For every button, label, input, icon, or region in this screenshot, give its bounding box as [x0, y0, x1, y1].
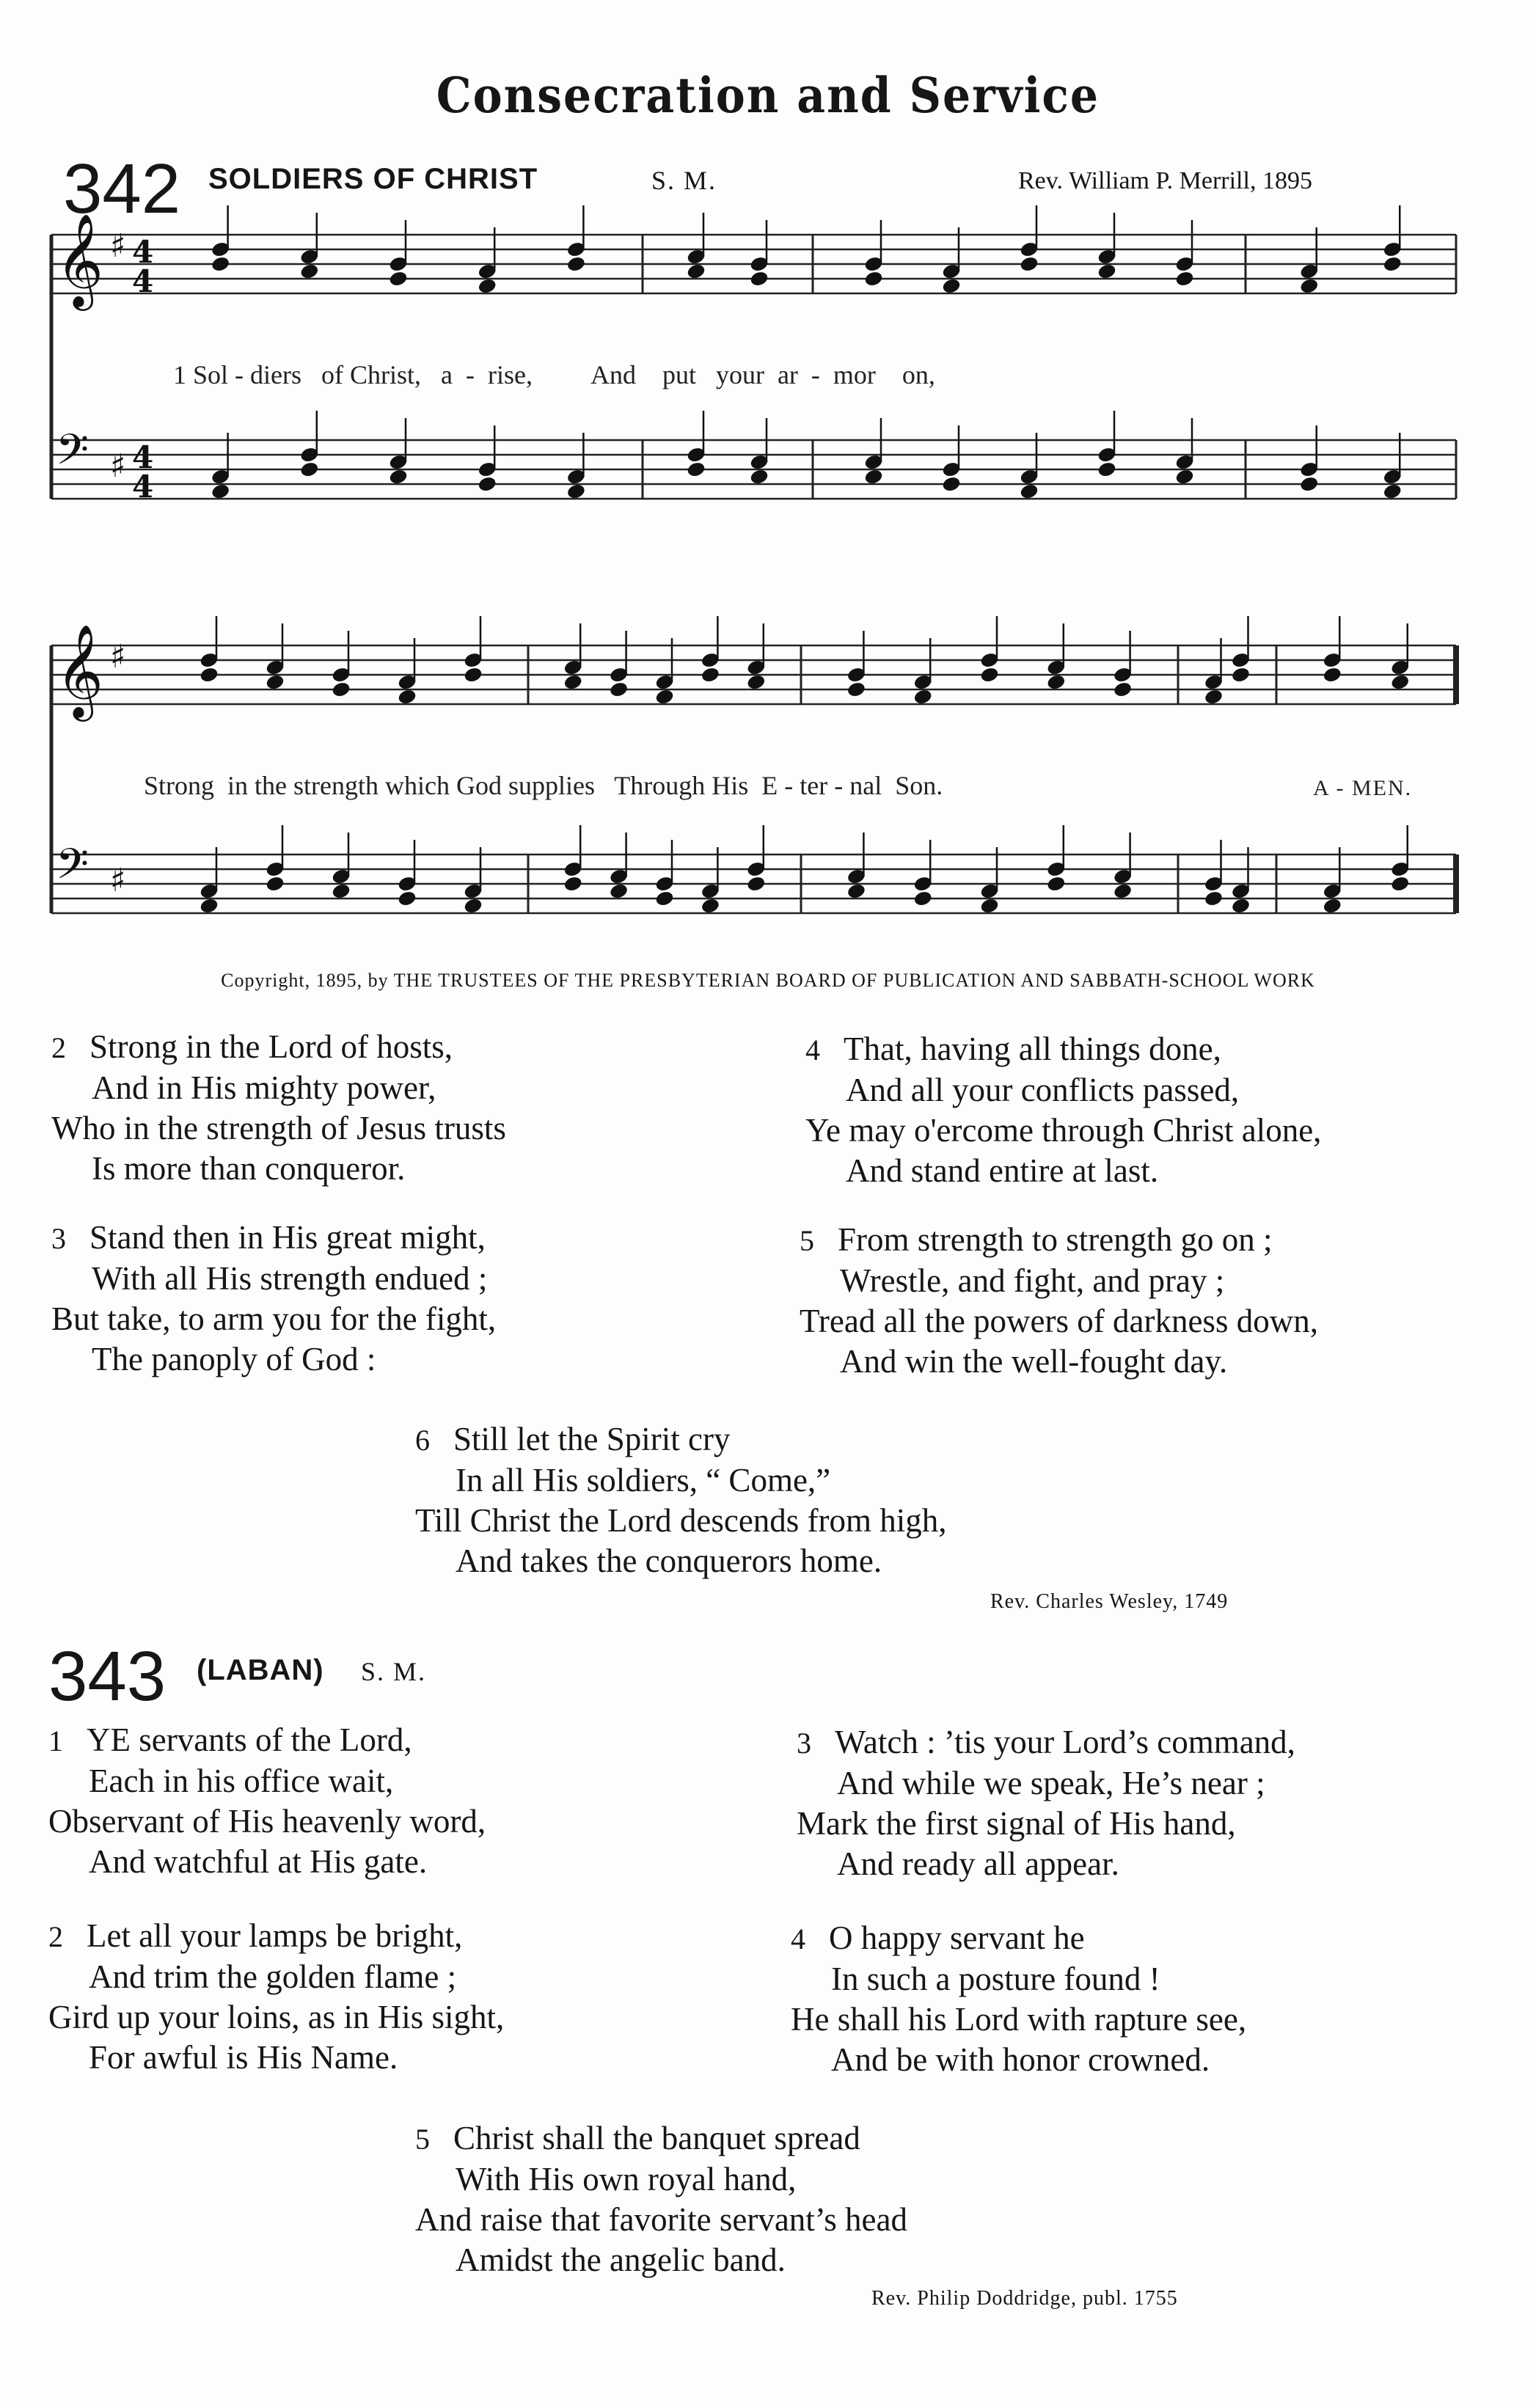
stanza-343-1	[48, 1720, 486, 1882]
amen-label: A - MEN.	[1313, 776, 1413, 800]
stanza-line: From strength to strength go on ;	[838, 1221, 1273, 1258]
stanza-line: And in His mighty power,	[92, 1069, 436, 1106]
svg-text:𝄢: 𝄢	[56, 425, 89, 485]
stanza-line: And takes the conquerors home.	[456, 1542, 882, 1579]
stanza-line: Who in the strength of Jesus trusts	[51, 1110, 506, 1146]
stanza-number: 5	[415, 2123, 430, 2156]
stanza-line: Watch : ’tis your Lord’s command,	[835, 1724, 1295, 1760]
stanza-343-2	[48, 1916, 504, 2078]
stanza-line: And while we speak, He’s near ;	[837, 1765, 1265, 1801]
stanza-342-3	[51, 1218, 496, 1380]
svg-text:𝄞: 𝄞	[56, 213, 104, 307]
lyrics-line-2: Strong in the strength which God supplies Through His E - ter - nal Son.	[144, 771, 943, 800]
stanza-line: Amidst the angelic band.	[456, 2242, 786, 2278]
meter: S. M.	[361, 1657, 427, 1686]
svg-text:4: 4	[132, 439, 154, 475]
stanza-line: With all His strength endued ;	[92, 1260, 488, 1297]
stanza-line: Gird up your loins, as in His sight,	[48, 1999, 505, 2035]
stanza-line: Ye may o'ercome through Christ alone,	[805, 1112, 1322, 1149]
svg-text:♯: ♯	[110, 227, 126, 265]
tune-name: SOLDIERS OF CHRIST	[208, 163, 538, 195]
stanza-line: And be with honor crowned.	[831, 2041, 1210, 2078]
stanza-line: Wrestle, and fight, and pray ;	[840, 1262, 1225, 1299]
stanza-line: For awful is His Name.	[89, 2039, 398, 2076]
copyright-notice: Copyright, 1895, by THE TRUSTEES OF THE PRESBYTERIAN BOARD OF PUBLICATION AND SABBATH-SCHOOL WORK	[221, 970, 1315, 991]
stanza-line: Till Christ the Lord descends from high,	[415, 1502, 947, 1539]
svg-text:♯: ♯	[110, 447, 126, 485]
section-title: Consecration and Service	[436, 67, 1100, 125]
stanza-line: Stand then in His great might,	[89, 1219, 486, 1256]
stanza-342-2	[51, 1027, 506, 1189]
stanza-342-5	[800, 1220, 1318, 1382]
stanza-number: 4	[805, 1033, 820, 1066]
stanza-line: Christ shall the banquet spread	[453, 2120, 860, 2156]
stanza-line: And ready all appear.	[837, 1845, 1119, 1882]
meter: S. M.	[651, 166, 717, 195]
stanza-line: He shall his Lord with rapture see,	[791, 2001, 1247, 2038]
stanza-line: And all your conflicts passed,	[846, 1072, 1240, 1108]
stanza-number: 4	[791, 1922, 805, 1955]
svg-text:𝄞: 𝄞	[56, 623, 104, 717]
hymn-number: 342	[63, 150, 181, 228]
stanza-line: Observant of His heavenly word,	[48, 1803, 486, 1840]
stanza-line: And stand entire at last.	[846, 1152, 1159, 1189]
stanza-343-3	[797, 1722, 1295, 1884]
svg-text:♯: ♯	[110, 638, 126, 676]
stanza-342-6	[415, 1419, 947, 1581]
svg-text:4: 4	[132, 263, 154, 299]
stanza-line: Each in his office wait,	[89, 1763, 394, 1799]
stanza-line: That, having all things done,	[844, 1031, 1221, 1067]
stanza-number: 6	[415, 1424, 430, 1457]
stanza-number: 3	[797, 1727, 811, 1760]
stanza-number: 2	[51, 1031, 66, 1064]
stanza-line: Strong in the Lord of hosts,	[89, 1028, 453, 1065]
stanza-line: With His own royal hand,	[456, 2161, 797, 2197]
stanza-number: 1	[48, 1724, 63, 1757]
stanza-line: In all His soldiers, “ Come,”	[456, 1462, 831, 1498]
stanza-number: 3	[51, 1222, 66, 1255]
stanza-line: Let all your lamps be bright,	[87, 1917, 463, 1954]
stanza-343-4	[791, 1918, 1246, 2080]
stanza-line: O happy servant he	[829, 1920, 1085, 1956]
stanza-line: Is more than conqueror.	[92, 1150, 406, 1187]
stanza-number: 5	[800, 1224, 814, 1257]
stanza-line: And trim the golden flame ;	[89, 1958, 457, 1995]
composer-credit: Rev. William P. Merrill, 1895	[1018, 167, 1312, 194]
svg-text:4: 4	[132, 469, 154, 505]
author-credit: Rev. Charles Wesley, 1749	[990, 1590, 1229, 1613]
svg-text:♯: ♯	[110, 862, 126, 899]
stanza-line: And raise that favorite servant’s head	[415, 2201, 908, 2238]
tune-name: (LABAN)	[197, 1654, 324, 1686]
stanza-line: Mark the first signal of His hand,	[797, 1805, 1236, 1842]
stanza-line: The panoply of God :	[92, 1341, 376, 1377]
svg-text:4: 4	[132, 234, 154, 270]
stanza-number: 2	[48, 1920, 63, 1953]
stanza-line: Tread all the powers of darkness down,	[800, 1303, 1318, 1339]
stanza-line: But take, to arm you for the fight,	[51, 1300, 497, 1337]
stanza-343-5	[415, 2118, 907, 2280]
stanza-line: Still let the Spirit cry	[453, 1421, 731, 1457]
author-credit: Rev. Philip Doddridge, publ. 1755	[871, 2287, 1178, 2310]
stanza-line: And watchful at His gate.	[89, 1843, 428, 1880]
stanza-line: YE servants of the Lord,	[87, 1721, 412, 1758]
stanza-line: In such a posture found !	[831, 1961, 1160, 1997]
music-score	[0, 0, 1536, 968]
stanza-342-4	[805, 1029, 1321, 1191]
svg-text:𝄢: 𝄢	[56, 839, 89, 899]
lyrics-line-1: 1 Sol - diers of Christ, a - rise, And put your ar - mor on,	[173, 360, 935, 389]
stanza-line: And win the well-fought day.	[840, 1343, 1228, 1380]
hymn-number: 343	[48, 1637, 167, 1716]
